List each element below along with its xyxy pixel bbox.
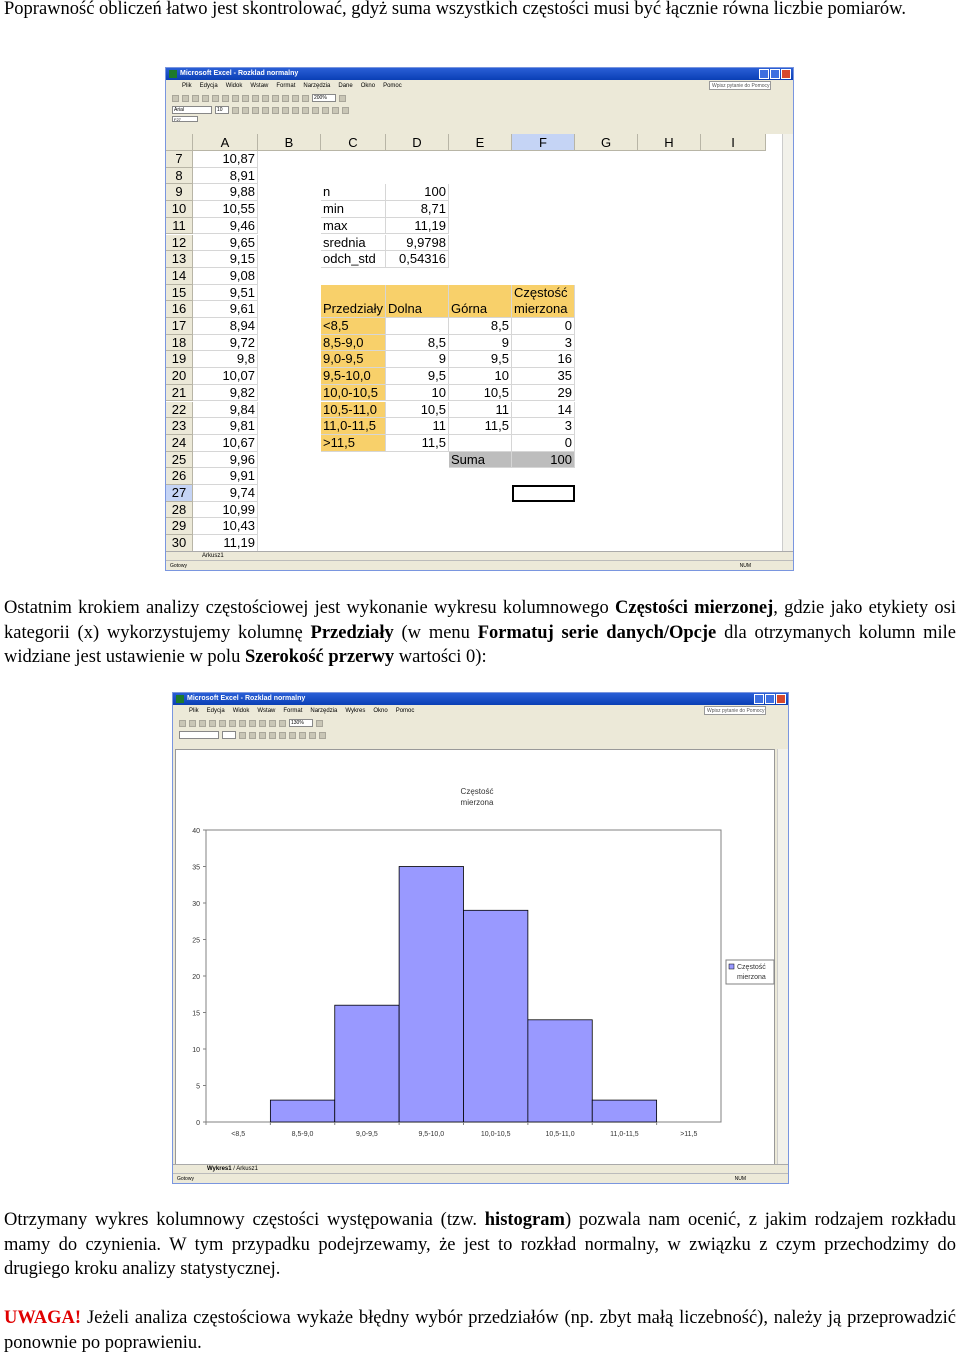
y-tick-label: 25 bbox=[192, 937, 200, 945]
close-button[interactable] bbox=[776, 694, 786, 704]
menu-item-plik[interactable]: Plik bbox=[182, 83, 192, 89]
font-size-select[interactable]: 10 bbox=[215, 106, 229, 114]
name-box[interactable]: F27 bbox=[172, 116, 198, 122]
p2-bold-menu: Formatuj serie danych/Opcje bbox=[477, 622, 717, 643]
stat-value[interactable]: 9,9798 bbox=[386, 235, 449, 252]
formula-bar bbox=[166, 116, 793, 122]
cell-a24[interactable]: 10,67 bbox=[193, 435, 258, 452]
p2-bold-series: Częstości mierzonej bbox=[615, 598, 774, 618]
chart-title-line2: mierzona bbox=[460, 798, 494, 807]
align-left-icon[interactable] bbox=[262, 107, 269, 114]
menu-item-okno[interactable]: Okno bbox=[373, 708, 388, 714]
chart-title-line1: Częstość bbox=[460, 787, 494, 796]
lower-bound-cell[interactable]: 11 bbox=[386, 418, 449, 435]
save-icon[interactable] bbox=[199, 720, 206, 727]
upper-bound-cell[interactable]: 8,5 bbox=[449, 318, 512, 335]
menu-bar bbox=[173, 705, 788, 717]
menu-item-okno[interactable]: Okno bbox=[360, 83, 376, 89]
cell-a17[interactable]: 8,94 bbox=[193, 318, 258, 335]
sum-icon[interactable] bbox=[282, 95, 289, 102]
sheet-tab-bar: Wykres1 / Arkusz1 bbox=[173, 1164, 788, 1173]
sum-label-cell[interactable]: Suma bbox=[449, 452, 512, 469]
cell-a26[interactable]: 9,91 bbox=[193, 468, 258, 485]
row-header-18[interactable]: 18 bbox=[166, 335, 193, 352]
column-header-f[interactable]: F bbox=[512, 134, 575, 151]
open-icon[interactable] bbox=[182, 95, 189, 102]
column-header-d[interactable]: D bbox=[386, 134, 449, 151]
save-icon[interactable] bbox=[192, 95, 199, 102]
stat-value[interactable]: 0,54316 bbox=[386, 251, 449, 268]
table-header-label: mierzona bbox=[514, 300, 568, 316]
help-icon[interactable] bbox=[316, 720, 323, 727]
row-header-12[interactable]: 12 bbox=[166, 235, 193, 252]
align-center-icon[interactable] bbox=[279, 732, 286, 739]
row-header-7[interactable]: 7 bbox=[166, 151, 193, 168]
font-size-select[interactable] bbox=[222, 731, 236, 739]
row-header-21[interactable]: 21 bbox=[166, 385, 193, 402]
status-ready: Gotowy bbox=[177, 1176, 194, 1182]
cell-a13[interactable]: 9,15 bbox=[193, 251, 258, 268]
x-tick-label: >11,5 bbox=[680, 1131, 698, 1138]
row-header-27[interactable]: 27 bbox=[166, 485, 193, 502]
paste-icon[interactable] bbox=[249, 720, 256, 727]
column-header-e[interactable]: E bbox=[449, 134, 512, 151]
column-header-a[interactable]: A bbox=[193, 134, 258, 151]
underline-icon[interactable] bbox=[259, 732, 266, 739]
menu-item-widok[interactable]: Widok bbox=[232, 708, 250, 714]
sheet-tab-arkusz1[interactable]: Arkusz1 bbox=[236, 1166, 258, 1172]
cell-a15[interactable]: 9,51 bbox=[193, 285, 258, 302]
borders-icon[interactable] bbox=[299, 732, 306, 739]
histogram-bar bbox=[464, 910, 528, 1122]
histogram-paragraph bbox=[4, 1208, 956, 1282]
bold-icon[interactable] bbox=[239, 732, 246, 739]
worksheet-grid[interactable] bbox=[166, 134, 782, 552]
column-header-c[interactable]: C bbox=[321, 134, 386, 151]
stat-label[interactable]: n bbox=[321, 184, 386, 201]
borders-icon[interactable] bbox=[322, 107, 329, 114]
undo-icon[interactable] bbox=[259, 720, 266, 727]
cell-a28[interactable]: 10,99 bbox=[193, 502, 258, 519]
interval-cell[interactable]: >11,5 bbox=[321, 435, 386, 452]
frequency-cell[interactable]: 14 bbox=[512, 402, 575, 419]
p2-text-e: (w menu bbox=[393, 622, 478, 643]
copy-icon[interactable] bbox=[242, 95, 249, 102]
p2-bold-gap: Szerokość przerwy bbox=[244, 647, 395, 667]
open-icon[interactable] bbox=[189, 720, 196, 727]
intro-text: Poprawność obliczeń łatwo jest skontrolować, gdyż suma wszystkich częstości musi być łącznie równa liczbie pomiarów. bbox=[4, 0, 906, 19]
fill-color-icon[interactable] bbox=[309, 732, 316, 739]
print-icon[interactable] bbox=[209, 720, 216, 727]
menu-item-pomoc[interactable]: Pomoc bbox=[395, 708, 415, 714]
status-bar bbox=[166, 560, 793, 570]
row-header-14[interactable]: 14 bbox=[166, 268, 193, 285]
table-header-czestosc[interactable] bbox=[512, 285, 575, 318]
menu-item-edycja[interactable]: Edycja bbox=[206, 708, 225, 714]
row-header-16[interactable]: 16 bbox=[166, 301, 193, 318]
underline-icon[interactable] bbox=[252, 107, 259, 114]
table-header-dolna[interactable] bbox=[386, 285, 449, 318]
stat-value[interactable]: 100 bbox=[386, 184, 449, 201]
title-bar bbox=[166, 68, 793, 80]
status-bar bbox=[173, 1173, 788, 1183]
frequency-cell[interactable]: 16 bbox=[512, 351, 575, 368]
upper-bound-cell[interactable]: 9 bbox=[449, 335, 512, 352]
x-tick-label: 11,0-11,5 bbox=[610, 1131, 639, 1138]
upper-bound-cell[interactable]: 10 bbox=[449, 368, 512, 385]
table-header-label: Przedziały bbox=[323, 300, 383, 316]
upper-bound-cell[interactable]: 11 bbox=[449, 402, 512, 419]
y-tick-label: 0 bbox=[196, 1120, 200, 1127]
maximize-button[interactable] bbox=[765, 694, 775, 704]
row-header-26[interactable]: 26 bbox=[166, 468, 193, 485]
menu-item-plik[interactable]: Plik bbox=[189, 708, 199, 714]
lower-bound-cell[interactable]: 10 bbox=[386, 385, 449, 402]
row-header-9[interactable]: 9 bbox=[166, 184, 193, 201]
interval-cell[interactable]: 10,0-10,5 bbox=[321, 385, 386, 402]
histogram-bar bbox=[270, 1100, 334, 1122]
paste-icon[interactable] bbox=[252, 95, 259, 102]
p2-text-a: Ostatnim krokiem analizy częstościowej jest wykonanie wykresu kolumnowego bbox=[4, 598, 615, 618]
y-tick-label: 35 bbox=[192, 864, 200, 872]
table-header-label: Częstość bbox=[514, 284, 568, 300]
chart-instruction-paragraph bbox=[4, 596, 956, 670]
zoom-select[interactable]: 130% bbox=[289, 719, 313, 727]
y-tick-label: 15 bbox=[192, 1010, 200, 1018]
cell-a25[interactable]: 9,96 bbox=[193, 452, 258, 469]
row-header-8[interactable]: 8 bbox=[166, 168, 193, 185]
menu-item-pomoc[interactable]: Pomoc bbox=[383, 83, 402, 89]
upper-bound-cell[interactable]: 10,5 bbox=[449, 385, 512, 402]
help-search-input[interactable]: Wpisz pytanie do Pomocy bbox=[704, 706, 766, 715]
x-tick-label: 10,5-11,0 bbox=[545, 1131, 575, 1138]
fill-color-icon[interactable] bbox=[332, 107, 339, 114]
interval-cell[interactable]: 11,0-11,5 bbox=[321, 418, 386, 435]
intro-paragraph bbox=[4, 0, 956, 22]
menu-item-wstaw[interactable]: Wstaw bbox=[257, 708, 276, 714]
interval-cell[interactable]: 8,5-9,0 bbox=[321, 335, 386, 352]
menu-item-narzedzia[interactable]: Narzędzia bbox=[303, 83, 331, 89]
upper-bound-cell[interactable]: 9,5 bbox=[449, 351, 512, 368]
merge-icon[interactable] bbox=[292, 107, 299, 114]
stat-label[interactable]: min bbox=[321, 201, 386, 218]
column-header-i[interactable]: I bbox=[701, 134, 766, 151]
window-title: Microsoft Excel - Rozklad normalny bbox=[187, 695, 306, 702]
cell-a23[interactable]: 9,81 bbox=[193, 418, 258, 435]
warning-paragraph bbox=[4, 1306, 956, 1355]
cut-icon[interactable] bbox=[229, 720, 236, 727]
print-icon[interactable] bbox=[202, 95, 209, 102]
lower-bound-cell[interactable] bbox=[386, 318, 449, 335]
table-header-gorna[interactable] bbox=[449, 285, 512, 318]
frequency-cell[interactable]: 0 bbox=[512, 435, 575, 452]
formatting-toolbar bbox=[173, 729, 788, 741]
cell-a18[interactable]: 9,72 bbox=[193, 335, 258, 352]
y-tick-label: 20 bbox=[192, 974, 200, 981]
menu-item-wykres[interactable]: Wykres bbox=[345, 708, 366, 714]
undo-icon[interactable] bbox=[262, 95, 269, 102]
row-header-25[interactable]: 25 bbox=[166, 452, 193, 469]
lower-bound-cell[interactable]: 11,5 bbox=[386, 435, 449, 452]
cell-a22[interactable]: 9,84 bbox=[193, 402, 258, 419]
lower-bound-cell[interactable]: 9 bbox=[386, 351, 449, 368]
font-name-select[interactable] bbox=[179, 731, 219, 739]
y-tick-label: 30 bbox=[192, 901, 200, 908]
table-header-label: Górna bbox=[451, 300, 488, 316]
vertical-scrollbar[interactable] bbox=[782, 134, 793, 552]
x-tick-label: 10,0-10,5 bbox=[480, 1131, 511, 1138]
interval-cell[interactable]: 10,5-11,0 bbox=[321, 402, 386, 419]
cell-a21[interactable]: 9,82 bbox=[193, 385, 258, 402]
menu-item-format[interactable]: Format bbox=[276, 83, 296, 89]
status-num: NUM bbox=[734, 1176, 746, 1182]
bold-icon[interactable] bbox=[232, 107, 239, 114]
cell-a12[interactable]: 9,65 bbox=[193, 235, 258, 252]
menu-item-wstaw[interactable]: Wstaw bbox=[250, 83, 269, 89]
cell-a7[interactable]: 10,87 bbox=[193, 151, 258, 168]
row-header-13[interactable]: 13 bbox=[166, 251, 193, 268]
histogram-bar bbox=[592, 1100, 656, 1122]
menu-item-edycja[interactable]: Edycja bbox=[199, 83, 218, 89]
p3-text-c: ) pozwala nam ocenić, z jakim rodzajem rozkładu mamy do czynienia. W tym przypadku podejrzewamy, że jest to rozkład normalny, w związku z czym przechodzimy do drugiego kroku analizy statystycznej. bbox=[4, 1210, 956, 1279]
minimize-button[interactable] bbox=[754, 694, 764, 704]
x-tick-label: 9,5-10,0 bbox=[418, 1131, 445, 1138]
minimize-button[interactable] bbox=[759, 69, 769, 79]
stat-label[interactable]: srednia bbox=[321, 235, 386, 252]
spell-icon[interactable] bbox=[222, 95, 229, 102]
redo-icon[interactable] bbox=[269, 720, 276, 727]
row-header-23[interactable]: 23 bbox=[166, 418, 193, 435]
active-cell-f27[interactable] bbox=[512, 485, 575, 502]
row-header-24[interactable]: 24 bbox=[166, 435, 193, 452]
row-header-10[interactable]: 10 bbox=[166, 201, 193, 218]
status-ready: Gotowy bbox=[170, 563, 187, 569]
histogram-bar bbox=[335, 1005, 399, 1122]
standard-toolbar bbox=[166, 92, 793, 104]
cell-a16[interactable]: 9,61 bbox=[193, 301, 258, 318]
status-num: NUM bbox=[739, 563, 751, 569]
help-icon[interactable] bbox=[339, 95, 346, 102]
window-title: Microsoft Excel - Rozklad normalny bbox=[180, 70, 299, 77]
warning-label: UWAGA! bbox=[4, 1308, 82, 1328]
preview-icon[interactable] bbox=[212, 95, 219, 102]
p2-text-c: , gdzie jako etykiety osi kategorii (x) wykorzystujemy kolumnę bbox=[4, 598, 956, 643]
frequency-cell[interactable]: 0 bbox=[512, 318, 575, 335]
legend-label-line1: Częstość bbox=[737, 964, 766, 971]
y-tick-label: 10 bbox=[192, 1047, 200, 1054]
row-header-20[interactable]: 20 bbox=[166, 368, 193, 385]
row-header-29[interactable]: 29 bbox=[166, 518, 193, 535]
interval-cell[interactable]: 9,5-10,0 bbox=[321, 368, 386, 385]
upper-bound-cell[interactable]: 11,5 bbox=[449, 418, 512, 435]
cell-a8[interactable]: 8,91 bbox=[193, 168, 258, 185]
align-center-icon[interactable] bbox=[272, 107, 279, 114]
italic-icon[interactable] bbox=[242, 107, 249, 114]
frequency-cell[interactable]: 3 bbox=[512, 418, 575, 435]
lower-bound-cell[interactable]: 10,5 bbox=[386, 402, 449, 419]
cell-a14[interactable]: 9,08 bbox=[193, 268, 258, 285]
table-header-przedzialy[interactable] bbox=[321, 285, 386, 318]
p2-text-g: dla otrzymanych kolumn mile widziane jest ustawienie w polu bbox=[4, 622, 956, 667]
row-header-15[interactable]: 15 bbox=[166, 285, 193, 302]
histogram-bar bbox=[399, 867, 463, 1123]
cell-a20[interactable]: 10,07 bbox=[193, 368, 258, 385]
currency-icon[interactable] bbox=[302, 107, 309, 114]
standard-toolbar bbox=[173, 717, 788, 729]
p2-bold-intervals: Przedziały bbox=[310, 622, 394, 643]
copy-icon[interactable] bbox=[239, 720, 246, 727]
new-icon[interactable] bbox=[172, 95, 179, 102]
zoom-select[interactable]: 200% bbox=[312, 94, 336, 102]
cell-a11[interactable]: 9,46 bbox=[193, 218, 258, 235]
interval-cell[interactable]: <8,5 bbox=[321, 318, 386, 335]
chart-wizard-icon[interactable] bbox=[279, 720, 286, 727]
histogram-bar bbox=[528, 1020, 592, 1122]
frequency-cell[interactable]: 29 bbox=[512, 385, 575, 402]
column-header-h[interactable]: H bbox=[638, 134, 701, 151]
legend-label-line2: mierzona bbox=[737, 974, 766, 981]
stat-label[interactable]: max bbox=[321, 218, 386, 235]
cut-icon[interactable] bbox=[232, 95, 239, 102]
font-name-select[interactable]: Arial bbox=[172, 106, 212, 114]
formatting-toolbar bbox=[166, 104, 793, 116]
column-header-g[interactable]: G bbox=[575, 134, 638, 151]
column-header-b[interactable]: B bbox=[258, 134, 321, 151]
excel-icon bbox=[176, 695, 184, 703]
align-right-icon[interactable] bbox=[282, 107, 289, 114]
warning-text: Jeżeli analiza częstościowa wykaże błędny wybór przedziałów (np. zbyt małą liczebność), należy ją przeprowadzić ponownie po poprawieniu. bbox=[4, 1308, 956, 1353]
sheet-tab-wykres1[interactable]: Wykres1 bbox=[207, 1166, 232, 1172]
chart-area[interactable] bbox=[175, 749, 775, 1165]
upper-bound-cell[interactable] bbox=[449, 435, 512, 452]
sort-icon[interactable] bbox=[292, 95, 299, 102]
table-header-label: Dolna bbox=[388, 300, 422, 316]
excel-spreadsheet-window bbox=[165, 67, 794, 571]
histogram-chart[interactable] bbox=[176, 750, 776, 1166]
p3-bold-histogram: histogram bbox=[484, 1210, 565, 1230]
help-search-input[interactable]: Wpisz pytanie do Pomocy bbox=[709, 81, 771, 90]
menu-item-widok[interactable]: Widok bbox=[225, 83, 243, 89]
frequency-cell[interactable]: 35 bbox=[512, 368, 575, 385]
close-button[interactable] bbox=[781, 69, 791, 79]
x-tick-label: 9,0-9,5 bbox=[356, 1131, 378, 1138]
p2-text-i: wartości 0): bbox=[394, 647, 487, 667]
menu-item-narzedzia[interactable]: Narzędzia bbox=[310, 708, 338, 714]
menu-bar bbox=[166, 80, 793, 92]
cell-a10[interactable]: 10,55 bbox=[193, 201, 258, 218]
font-color-icon[interactable] bbox=[319, 732, 326, 739]
title-bar bbox=[173, 693, 788, 705]
vertical-scrollbar[interactable] bbox=[777, 749, 788, 1165]
redo-icon[interactable] bbox=[272, 95, 279, 102]
y-tick-label: 5 bbox=[196, 1083, 200, 1091]
align-right-icon[interactable] bbox=[289, 732, 296, 739]
italic-icon[interactable] bbox=[249, 732, 256, 739]
maximize-button[interactable] bbox=[770, 69, 780, 79]
cell-a29[interactable]: 10,43 bbox=[193, 518, 258, 535]
row-header-28[interactable]: 28 bbox=[166, 502, 193, 519]
x-tick-label: 8,5-9,0 bbox=[291, 1131, 314, 1138]
y-tick-label: 40 bbox=[192, 828, 200, 835]
legend-swatch bbox=[729, 964, 734, 969]
row-header-11[interactable]: 11 bbox=[166, 218, 193, 235]
p3-text-a: Otrzymany wykres kolumnowy częstości występowania (tzw. bbox=[4, 1210, 485, 1230]
align-left-icon[interactable] bbox=[269, 732, 276, 739]
cell-a9[interactable]: 9,88 bbox=[193, 184, 258, 201]
sheet-tab-bar bbox=[166, 551, 793, 560]
preview-icon[interactable] bbox=[219, 720, 226, 727]
excel-icon bbox=[169, 70, 177, 78]
x-tick-label: <8,5 bbox=[231, 1131, 246, 1138]
chart-wizard-icon[interactable] bbox=[302, 95, 309, 102]
stat-label[interactable]: odch_std bbox=[321, 251, 386, 268]
sheet-tab-arkusz1[interactable]: Arkusz1 bbox=[202, 553, 224, 559]
select-all-corner[interactable] bbox=[166, 134, 193, 151]
frequency-cell[interactable]: 3 bbox=[512, 335, 575, 352]
percent-icon[interactable] bbox=[312, 107, 319, 114]
lower-bound-cell[interactable]: 9,5 bbox=[386, 368, 449, 385]
menu-item-format[interactable]: Format bbox=[283, 708, 303, 714]
stat-value[interactable]: 11,19 bbox=[386, 218, 449, 235]
menu-item-dane[interactable]: Dane bbox=[338, 83, 353, 89]
row-header-17[interactable]: 17 bbox=[166, 318, 193, 335]
interval-cell[interactable]: 9,0-9,5 bbox=[321, 351, 386, 368]
font-color-icon[interactable] bbox=[342, 107, 349, 114]
excel-chart-window bbox=[172, 692, 789, 1184]
cell-a30[interactable]: 11,19 bbox=[193, 535, 258, 552]
row-header-22[interactable]: 22 bbox=[166, 402, 193, 419]
lower-bound-cell[interactable]: 8,5 bbox=[386, 335, 449, 352]
sum-value-cell[interactable]: 100 bbox=[512, 452, 575, 469]
stat-value[interactable]: 8,71 bbox=[386, 201, 449, 218]
cell-a27[interactable]: 9,74 bbox=[193, 485, 258, 502]
row-header-30[interactable]: 30 bbox=[166, 535, 193, 552]
row-header-19[interactable]: 19 bbox=[166, 351, 193, 368]
new-icon[interactable] bbox=[179, 720, 186, 727]
cell-a19[interactable]: 9,8 bbox=[193, 351, 258, 368]
